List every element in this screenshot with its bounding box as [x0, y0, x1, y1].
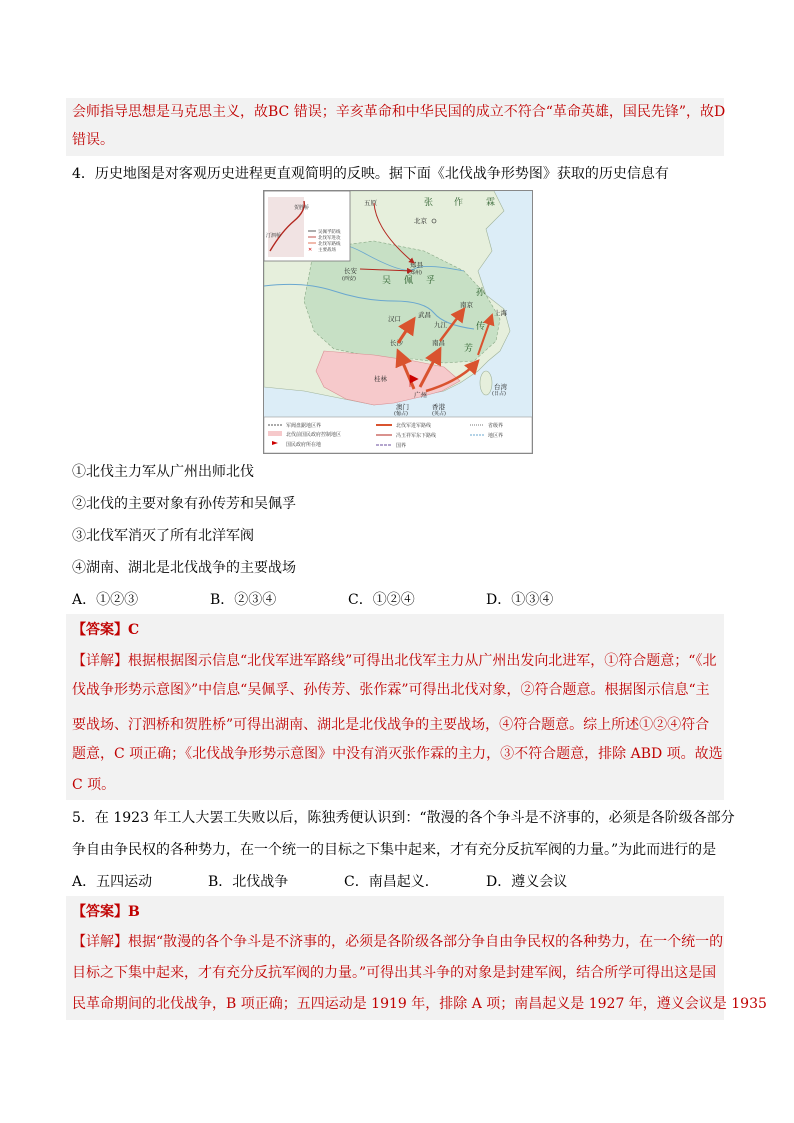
label-xian-sub: (西安): [342, 276, 356, 282]
inset-legend-1: 吴佩孚防线: [318, 230, 341, 235]
inset-legend-4: 主要战场: [318, 248, 336, 253]
q4-explanation-line-2: 伐战争形势示意图》”中信息“吴佩孚、孙传芳、张作霖”可得出北伐对象，②符合题意。根据图示信息“主: [72, 682, 710, 698]
q4-explanation-line-4: 题意，C 项正确；《北伐战争形势示意图》中没有消灭张作霖的主力，③不符合题意，排除 ABD 项。故选: [72, 746, 723, 762]
legend-l2: 北伐前国民政府控制地区: [286, 432, 342, 438]
inset-legend-3: 北伐军路线: [318, 242, 341, 247]
label-zhengzhou-sub: (郑州): [408, 270, 422, 276]
q4-answer-band: [66, 614, 724, 800]
label-hankou: 汉口: [388, 315, 401, 323]
label-wuchang: 武昌: [418, 311, 431, 319]
legend-s2: 地区界: [488, 433, 504, 439]
label-zuo: 作: [454, 198, 464, 208]
label-taiwan-sub: (日占): [492, 391, 506, 397]
label-pei: 佩: [404, 276, 414, 286]
legend-r3: 国界: [396, 443, 407, 449]
label-aomen-sub: (葡占): [394, 411, 408, 417]
legend-r1: 北伐军进军路线: [396, 423, 432, 429]
label-guilin: 桂林: [374, 375, 387, 383]
label-zhengzhou: 郑县: [410, 261, 423, 269]
label-changsha: 长沙: [390, 339, 403, 347]
q5-stem-line-1: 5．在 1923 年工人大罢工失败以后，陈独秀便认识到：“散漫的各个争斗是不济事的，必须是各阶级各部分: [72, 810, 735, 826]
label-xian: 长安: [344, 267, 357, 275]
q5-answer: 【答案】B: [72, 904, 140, 920]
label-nanchang: 南昌: [432, 339, 445, 347]
label-chuan: 传: [476, 322, 486, 332]
legend-r2: 冯玉祥军东下路线: [396, 433, 437, 439]
label-jiujiang: 九江: [434, 321, 447, 329]
label-hongkong-sub: (英占): [432, 411, 446, 417]
taiwan-island: [480, 371, 492, 395]
inset-label-tingsi: 汀泗桥: [266, 233, 282, 239]
map-svg: [264, 191, 532, 453]
label-shanghai: 上海: [494, 309, 507, 317]
q5-explanation-line-3: 民革命期间的北伐战争，B 项正确；五四运动是 1919 年，排除 A 项；南昌起义是 1927 年，遵义会议是 1935: [72, 996, 767, 1012]
q5-explanation-line-1: 【详解】根据“散漫的各个争斗是不济事的，必须是各阶级各部分争自由争民权的各种势力，在一个统一的: [72, 934, 724, 950]
q4-answer: 【答案】C: [72, 622, 140, 638]
label-aomen: 澳门: [396, 403, 409, 411]
q4-statement-2: ②北伐的主要对象有孙传芳和吴佩孚: [72, 496, 296, 512]
q4-explanation-line-3: 要战场、汀泗桥和贺胜桥”可得出湖南、湖北是北伐战争的主要战场，④符合题意。综上所述①②④符合: [72, 717, 710, 733]
legend-mark-l2: [268, 431, 282, 436]
label-taiwan: 台湾: [494, 383, 507, 391]
inset-legend-mark-4: ✕: [308, 247, 313, 253]
q5-explanation-line-2: 目标之下集中起来，才有充分反抗军阀的力量。”可得出其斗争的对象是封建军阀，结合所学可得出这是国: [72, 965, 717, 981]
q5-option-b: B．北伐战争: [208, 874, 289, 890]
q4-option-c: C．①②④: [348, 592, 415, 608]
label-fang: 芳: [464, 344, 474, 354]
label-wu: 吴: [382, 276, 392, 286]
label-lin: 霖: [486, 198, 496, 208]
q4-explanation-line-1: 【详解】根据根据图示信息“北伐军进军路线”可得出北伐军主力从广州出发向北进军，①符合题意；“《北: [72, 653, 717, 669]
label-guangzhou: 广州: [414, 391, 427, 399]
label-zhang: 张: [424, 198, 434, 208]
q4-option-a: A．①②③: [72, 592, 139, 608]
inset-legend-2: 北伐军进攻: [318, 236, 341, 241]
q4-statement-4: ④湖南、湖北是北伐战争的主要战场: [72, 560, 296, 576]
prev-explanation-line-2: 错误。: [72, 132, 114, 148]
northern-expedition-map: [263, 190, 533, 454]
inset-label-hesheng: 贺胜桥: [294, 205, 310, 211]
legend-l3: 国民政府所在地: [286, 442, 322, 448]
q4-option-b: B．②③④: [210, 592, 277, 608]
label-sun: 孙: [476, 288, 486, 298]
q5-stem-line-2: 争自由争民权的各种势力，在一个统一的目标之下集中起来，才有充分反抗军阀的力量。”为此而进行的是: [72, 842, 717, 858]
q4-statement-3: ③北伐军消灭了所有北洋军阀: [72, 528, 254, 544]
legend-s1: 省级界: [488, 423, 504, 429]
q4-explanation-line-5: C 项。: [72, 777, 116, 793]
q5-option-a: A．五四运动: [72, 874, 153, 890]
q4-stem: 4．历史地图是对客观历史进程更直观简明的反映。据下面《北伐战争形势图》获取的历史信息有: [72, 166, 669, 182]
label-beijing: 北京: [414, 217, 427, 225]
label-nanjing: 南京: [460, 301, 473, 309]
q4-option-d: D．①③④: [486, 592, 554, 608]
q4-statement-1: ①北伐主力军从广州出师北伐: [72, 464, 254, 480]
q5-option-c: C．南昌起义．: [344, 874, 439, 890]
q5-option-d: D．遵义会议: [486, 874, 568, 890]
label-hongkong: 香港: [432, 403, 445, 411]
legend-l1: 军阀盘踞地区界: [286, 423, 322, 429]
prev-explanation-line-1: 会师指导思想是马克思主义，故BC 错误；辛亥革命和中华民国的成立不符合“革命英雄，国民先锋”，故D: [72, 104, 726, 120]
label-fu: 孚: [426, 276, 436, 286]
label-wuyuan: 五原: [364, 199, 377, 207]
